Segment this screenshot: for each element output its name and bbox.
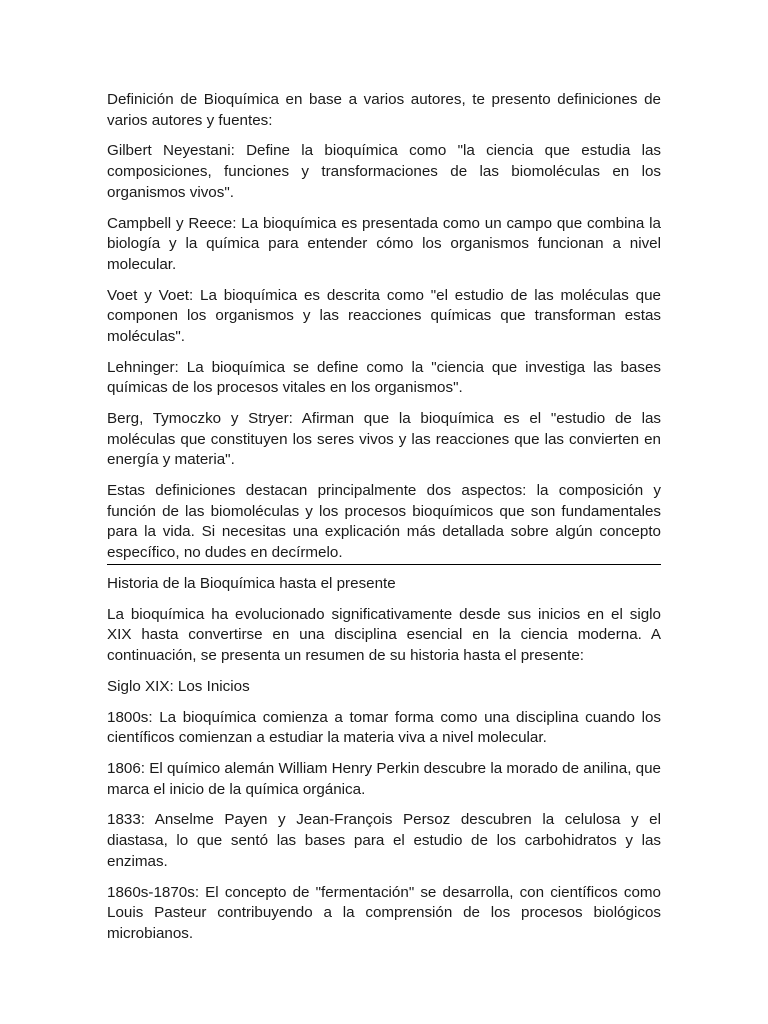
intro-paragraph: Definición de Bioquímica en base a varios autores, te presento definiciones de varios autores y fuentes:	[107, 91, 661, 129]
history-item-1860s: 1860s-1870s: El concepto de "fermentación" se desarrolla, con científicos como Louis Pasteur contribuyendo a la comprensión de los procesos biológicos microbianos.	[107, 883, 661, 942]
document-page	[107, 90, 661, 955]
history-item-1800s: 1800s: La bioquímica comienza a tomar forma como una disciplina cuando los científicos comienzan a estudiar la materia viva a nivel molecular.	[107, 708, 661, 747]
history-item-1833: 1833: Anselme Payen y Jean-François Persoz descubren la celulosa y el diastasa, lo que sentó las bases para el estudio de los carbohidratos y las enzimas.	[107, 811, 661, 870]
history-subheading: Siglo XIX: Los Inicios	[107, 677, 250, 695]
definition-voet: Voet y Voet: La bioquímica es descrita como "el estudio de las moléculas que componen los organismos y las reacciones químicas que transforman estas moléculas".	[107, 286, 661, 345]
history-intro: La bioquímica ha evolucionado significativamente desde sus inicios en el siglo XIX hasta convertirse en una disciplina esencial en la ciencia moderna. A continuación, se presenta un resumen de su historia hasta el presente:	[107, 605, 661, 664]
history-item-1806: 1806: El químico alemán William Henry Perkin descubre la morado de anilina, que marca el inicio de la química orgánica.	[107, 760, 661, 798]
definitions-section	[107, 90, 661, 564]
definition-berg: Berg, Tymoczko y Stryer: Afirman que la bioquímica es el "estudio de las moléculas que constituyen los seres vivos y las reacciones que las convierten en energía y materia".	[107, 410, 661, 469]
history-title: Historia de la Bioquímica hasta el presente	[107, 574, 396, 592]
definition-campbell-reece: Campbell y Reece: La bioquímica es presentada como un campo que combina la biología y la química para entender cómo los organismos funcionan a nivel molecular.	[107, 214, 661, 273]
history-section	[107, 574, 661, 945]
summary-paragraph: Estas definiciones destacan principalmente dos aspectos: la composición y función de las biomoléculas y los procesos bioquímicos que son fundamentales para la vida. Si necesitas una explicación más detallada sobre algún concepto específico, no dudes en decírmelo.	[107, 482, 661, 562]
definition-neyestani: Gilbert Neyestani: Define la bioquímica como "la ciencia que estudia las composiciones, funciones y transformaciones de las biomoléculas en los organismos vivos".	[107, 142, 661, 201]
section-divider	[107, 564, 661, 565]
definition-lehninger: Lehninger: La bioquímica se define como la "ciencia que investiga las bases químicas de los procesos vitales en los organismos".	[107, 358, 661, 397]
